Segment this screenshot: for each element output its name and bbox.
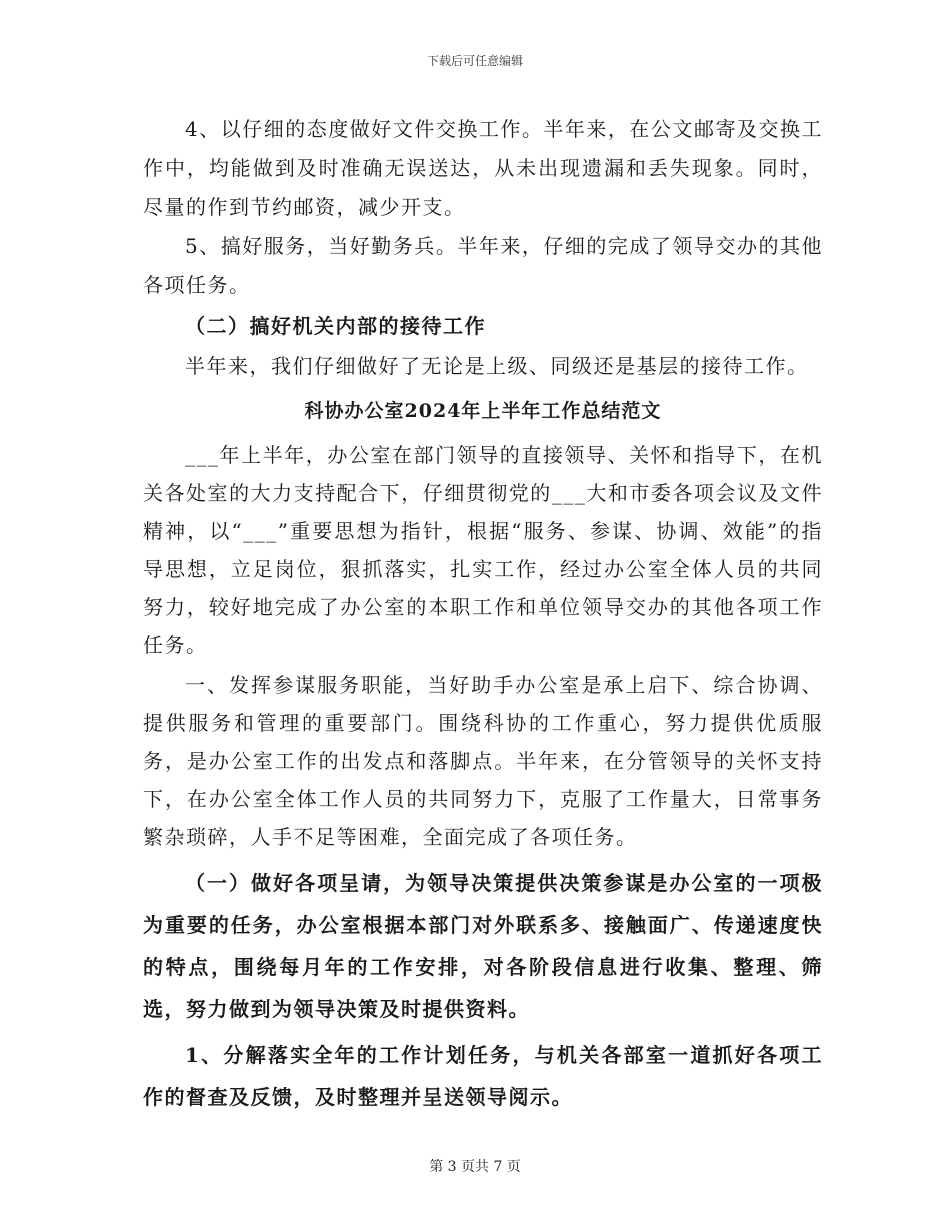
page-footer: 第 3 页共 7 页 xyxy=(429,1159,521,1175)
document-body xyxy=(143,110,823,1118)
bold-paragraph-plan-tasks: 1、分解落实全年的工作计划任务，与机关各部室一道抓好各项工作的督查及反馈，及时整理并呈送领导阅示。 xyxy=(143,1043,823,1109)
paragraph-intro: ___年上半年，办公室在部门领导的直接领导、关怀和指导下，在机关各处室的大力支持配合下，仔细贯彻党的___大和市委各项会议及文件精神，以“___”重要思想为指针，根据“服务、参谋、协调、效能”的指导思想，立足岗位，狠抓落实，扎实工作，经过办公室全体人员的共同努力，较好地完成了办公室的本职工作和单位领导交办的其他各项工作任务。 xyxy=(143,443,823,657)
subheading-reception: （二）搞好机关内部的接待工作 xyxy=(185,314,486,338)
page-header: 下载后可任意编辑 xyxy=(426,54,523,68)
document-title: 科协办公室2024年上半年工作总结范文 xyxy=(304,400,662,422)
bold-paragraph-decision-support: （一）做好各项呈请，为领导决策提供决策参谋是办公室的一项极为重要的任务，办公室根据本部门对外联系多、接触面广、传递速度快的特点，围绕每月年的工作安排，对各阶段信息进行收集、整理、筛选，努力做到为领导决策及时提供资料。 xyxy=(143,871,823,1021)
paragraph-item-4: 4、以仔细的态度做好文件交换工作。半年来，在公文邮寄及交换工作中，均能做到及时准确无误送达，从未出现遗漏和丢失现象。同时，尽量的作到节约邮资，减少开支。 xyxy=(143,117,823,219)
paragraph-item-5: 5、搞好服务，当好勤务兵。半年来，仔细的完成了领导交办的其他各项任务。 xyxy=(143,234,823,297)
paragraph-reception: 半年来，我们仔细做好了无论是上级、同级还是基层的接待工作。 xyxy=(185,354,809,378)
paragraph-section-one: 一、发挥参谋服务职能，当好助手办公室是承上启下、综合协调、提供服务和管理的重要部门。围绕科协的工作重心，努力提供优质服务，是办公室工作的出发点和落脚点。半年来，在分管领导的关怀支持下，在办公室全体工作人员的共同努力下，克服了工作量大，日常事务繁杂琐碎，人手不足等困难，全面完成了各项任务。 xyxy=(143,673,823,849)
